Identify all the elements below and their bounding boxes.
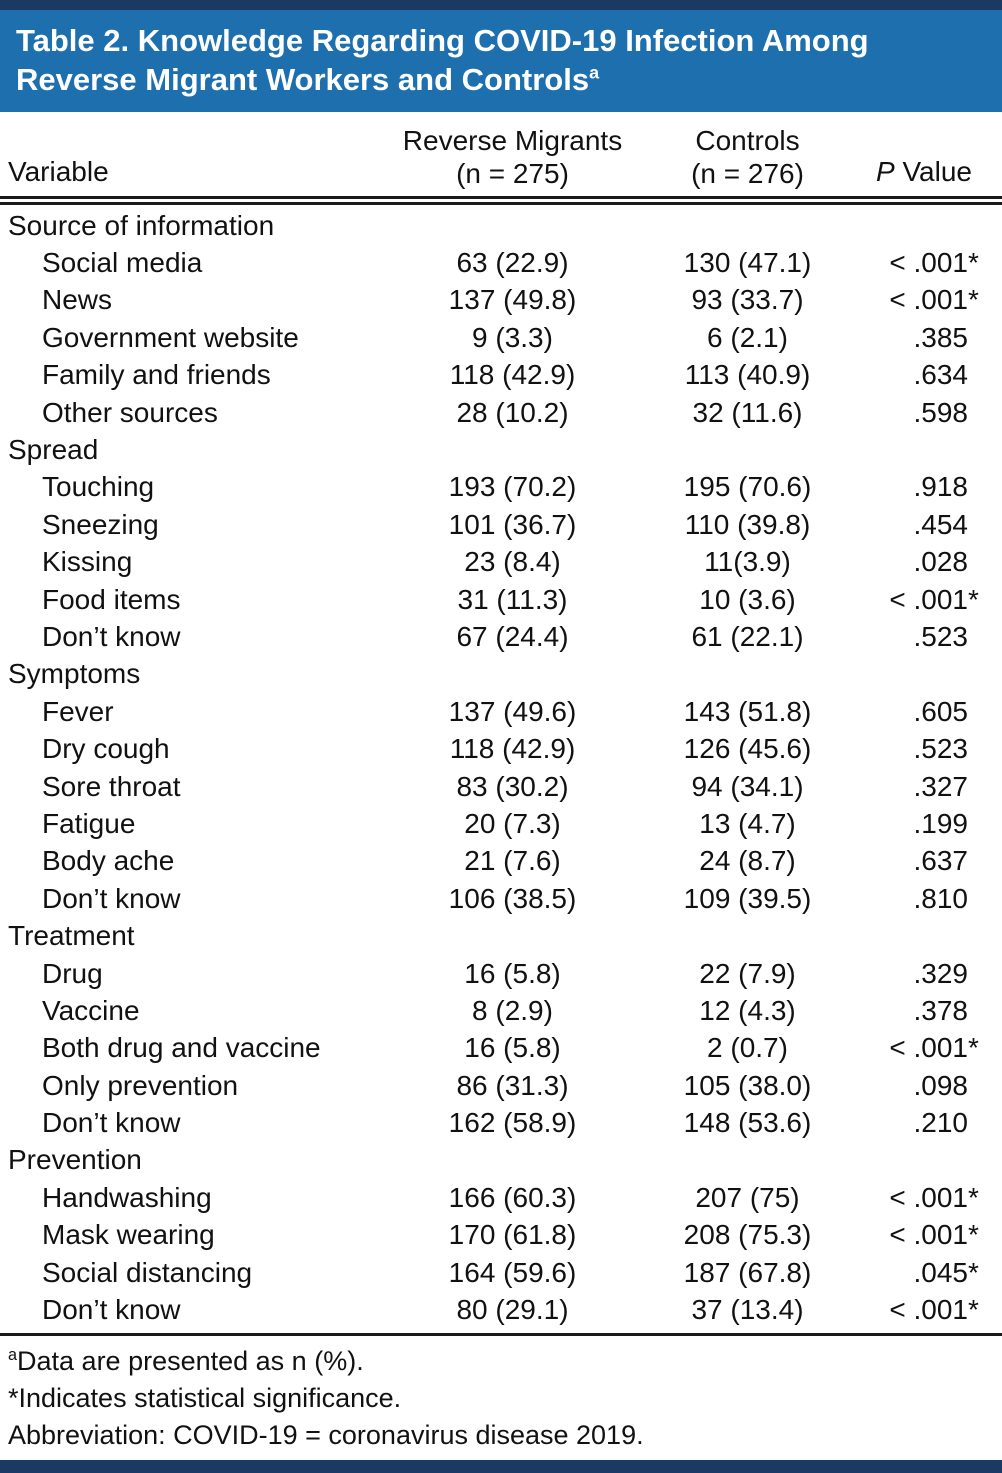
p-value-number: < .001: [889, 1181, 968, 1213]
p-value-italic-p: P: [875, 156, 895, 187]
reverse-migrants-value: 166 (60.3): [448, 1181, 577, 1213]
section-label: Symptoms: [8, 658, 141, 690]
p-value-cell: [865, 733, 1002, 765]
p-value-number: .045: [913, 1256, 968, 1288]
controls-value: 11(3.9): [704, 546, 791, 578]
variable-label: Fatigue: [42, 807, 136, 839]
reverse-migrants-value: 101 (36.7): [448, 508, 577, 540]
variable-label: Other sources: [42, 396, 218, 428]
section-row: [0, 207, 1002, 244]
reverse-migrants-value: 21 (7.6): [464, 845, 561, 877]
controls-value: 109 (39.5): [683, 882, 812, 914]
variable-label: Fever: [42, 695, 114, 727]
reverse-migrants-value: 137 (49.8): [448, 284, 577, 316]
table-row: [0, 244, 1002, 281]
reverse-migrants-value: 8 (2.9): [472, 994, 553, 1026]
variable-label: Handwashing: [42, 1181, 212, 1213]
reverse-migrants-value: 86 (31.3): [456, 1069, 569, 1101]
p-value-number: < .001: [889, 247, 968, 279]
variable-label: Drug: [42, 957, 103, 989]
p-value-number: .028: [913, 546, 968, 578]
table-row: [0, 394, 1002, 431]
controls-value: 126 (45.6): [683, 733, 812, 765]
significance-star: *: [968, 247, 979, 279]
variable-label: Kissing: [42, 546, 133, 578]
p-value-number: .210: [913, 1107, 968, 1139]
p-value-cell: [865, 845, 1002, 877]
reverse-migrants-value: 164 (59.6): [448, 1256, 577, 1288]
section-label: Spread: [8, 434, 99, 466]
footnotes: [0, 1336, 1002, 1460]
controls-value: 207 (75): [695, 1181, 800, 1213]
controls-value: 105 (38.0): [683, 1069, 812, 1101]
footnote-significance: [8, 1380, 994, 1417]
bottom-accent-bar: [0, 1460, 1002, 1473]
table-row: [0, 1254, 1002, 1291]
column-header-controls-line2: (n = 276): [691, 158, 804, 189]
variable-label: Food items: [42, 583, 181, 615]
variable-label: Body ache: [42, 845, 175, 877]
controls-value: 61 (22.1): [691, 620, 804, 652]
footnote-text: Data are presented as n (%).: [17, 1345, 364, 1376]
p-value-cell: [865, 1257, 1002, 1289]
table-row: [0, 1104, 1002, 1141]
p-value-number: < .001: [889, 583, 968, 615]
table-row: [0, 357, 1002, 394]
reverse-migrants-value: 9 (3.3): [472, 321, 553, 353]
p-value-cell: [865, 1107, 1002, 1139]
p-value-number: < .001: [889, 1294, 968, 1326]
p-value-cell: [865, 471, 1002, 503]
p-value-number: .454: [913, 508, 968, 540]
p-value-number: .637: [913, 845, 968, 877]
table-row: [0, 1179, 1002, 1216]
reverse-migrants-value: 63 (22.9): [456, 247, 569, 279]
p-value-number: .918: [913, 471, 968, 503]
column-header-reverse-migrants-line1: Reverse Migrants: [402, 125, 623, 156]
p-value-cell: [865, 509, 1002, 541]
controls-value: 130 (47.1): [683, 247, 812, 279]
controls-value: 12 (4.3): [699, 994, 796, 1026]
p-value-number: < .001: [889, 284, 968, 316]
variable-label: Touching: [42, 471, 155, 503]
section-row: [0, 431, 1002, 468]
controls-value: 208 (75.3): [683, 1219, 812, 1251]
section-label: Source of information: [8, 209, 275, 241]
section-label: Treatment: [8, 920, 135, 952]
controls-value: 195 (70.6): [683, 471, 812, 503]
column-header-controls-line1: Controls: [695, 125, 800, 156]
reverse-migrants-value: 170 (61.8): [448, 1219, 577, 1251]
table-title: [0, 10, 1002, 112]
column-header-reverse-migrants: [395, 124, 630, 190]
table-row: [0, 1291, 1002, 1328]
reverse-migrants-value: 67 (24.4): [456, 620, 569, 652]
variable-label: Mask wearing: [42, 1219, 215, 1251]
variable-label: Both drug and vaccine: [42, 1032, 321, 1064]
table-row: [0, 805, 1002, 842]
column-header-row: [0, 112, 1002, 190]
table-row: [0, 1030, 1002, 1067]
variable-label: Don’t know: [42, 620, 181, 652]
controls-value: 113 (40.9): [684, 359, 811, 391]
significance-star: *: [968, 1294, 979, 1326]
reverse-migrants-value: 31 (11.3): [457, 583, 568, 615]
controls-value: 187 (67.8): [683, 1256, 812, 1288]
column-header-reverse-migrants-line2: (n = 275): [456, 158, 569, 189]
controls-value: 6 (2.1): [707, 321, 788, 353]
p-value-number: .810: [913, 882, 968, 914]
variable-label: Only prevention: [42, 1069, 239, 1101]
reverse-migrants-value: 16 (5.8): [464, 1032, 561, 1064]
table-row: [0, 880, 1002, 917]
table-row: [0, 618, 1002, 655]
p-value-number: .378: [913, 994, 968, 1026]
p-value-number: .329: [913, 957, 968, 989]
p-value-cell: [865, 1070, 1002, 1102]
reverse-migrants-value: 20 (7.3): [464, 807, 561, 839]
variable-label: Don’t know: [42, 1107, 181, 1139]
significance-star: *: [968, 1256, 979, 1288]
variable-label: Vaccine: [42, 994, 140, 1026]
p-value-label-rest: Value: [894, 156, 972, 187]
p-value-cell: [865, 771, 1002, 803]
table-row: [0, 768, 1002, 805]
table-row: [0, 843, 1002, 880]
variable-label: News: [42, 284, 113, 316]
variable-label: Don’t know: [42, 882, 181, 914]
controls-value: 143 (51.8): [683, 695, 812, 727]
section-row: [0, 917, 1002, 954]
footnote-text: Abbreviation: COVID-19 = coronavirus disease 2019.: [8, 1419, 644, 1450]
table-row: [0, 955, 1002, 992]
significance-star: *: [968, 583, 979, 615]
p-value-cell: [865, 958, 1002, 990]
table-row: [0, 282, 1002, 319]
p-value-cell: [865, 1294, 1002, 1326]
controls-value: 2 (0.7): [707, 1032, 788, 1064]
section-label: Prevention: [8, 1144, 142, 1176]
variable-label: Social media: [42, 247, 203, 279]
p-value-number: .523: [913, 620, 968, 652]
reverse-migrants-value: 16 (5.8): [464, 957, 561, 989]
p-value-number: .098: [913, 1069, 968, 1101]
controls-value: 93 (33.7): [691, 284, 804, 316]
column-header-controls: [630, 124, 865, 190]
table-row: [0, 693, 1002, 730]
p-value-number: < .001: [889, 1219, 968, 1251]
p-value-cell: [865, 247, 1002, 279]
variable-label: Family and friends: [42, 359, 271, 391]
table-body: [0, 205, 1002, 1329]
p-value-number: .327: [913, 770, 968, 802]
column-header-variable: Variable: [8, 156, 109, 187]
reverse-migrants-value: 137 (49.6): [448, 695, 577, 727]
controls-value: 94 (34.1): [691, 770, 804, 802]
p-value-cell: [865, 546, 1002, 578]
reverse-migrants-value: 83 (30.2): [456, 770, 569, 802]
p-value-cell: [865, 1182, 1002, 1214]
reverse-migrants-value: 118 (42.9): [449, 733, 576, 765]
p-value-cell: [865, 359, 1002, 391]
p-value-cell: [865, 1032, 1002, 1064]
p-value-number: .605: [913, 695, 968, 727]
p-value-cell: [865, 1219, 1002, 1251]
variable-label: Sore throat: [42, 770, 181, 802]
footnote-abbreviation: [8, 1417, 994, 1454]
variable-label: Social distancing: [42, 1256, 253, 1288]
variable-label: Dry cough: [42, 733, 170, 765]
controls-value: 110 (39.8): [684, 508, 811, 540]
p-value-number: .598: [913, 396, 968, 428]
footnote-superscript-a: a: [8, 1345, 18, 1364]
p-value-cell: [865, 584, 1002, 616]
reverse-migrants-value: 106 (38.5): [448, 882, 577, 914]
significance-star: *: [968, 1032, 979, 1064]
controls-value: 13 (4.7): [699, 807, 796, 839]
p-value-number: .199: [913, 807, 968, 839]
p-value-number: .523: [913, 733, 968, 765]
table-row: [0, 1067, 1002, 1104]
p-value-cell: [865, 397, 1002, 429]
table-row: [0, 506, 1002, 543]
table-row: [0, 730, 1002, 767]
table-row: [0, 544, 1002, 581]
p-value-cell: [865, 808, 1002, 840]
reverse-migrants-value: 193 (70.2): [448, 471, 577, 503]
reverse-migrants-value: 28 (10.2): [456, 396, 569, 428]
column-header-p-value: [865, 155, 1002, 190]
significance-star: *: [968, 284, 979, 316]
controls-value: 22 (7.9): [699, 957, 796, 989]
p-value-number: .634: [913, 359, 968, 391]
reverse-migrants-value: 23 (8.4): [464, 546, 561, 578]
significance-star: *: [968, 1181, 979, 1213]
controls-value: 32 (11.6): [692, 396, 803, 428]
footnote-data-presentation: [8, 1343, 994, 1380]
significance-star: *: [968, 1219, 979, 1251]
p-value-cell: [865, 995, 1002, 1027]
variable-label: Government website: [42, 321, 299, 353]
controls-value: 148 (53.6): [683, 1107, 812, 1139]
reverse-migrants-value: 162 (58.9): [448, 1107, 577, 1139]
table-row: [0, 581, 1002, 618]
table-title-text: Table 2. Knowledge Regarding COVID-19 Infection Among Reverse Migrant Workers and Controls: [16, 23, 869, 97]
p-value-cell: [865, 696, 1002, 728]
p-value-cell: [865, 322, 1002, 354]
table-row: [0, 319, 1002, 356]
table-row: [0, 1217, 1002, 1254]
p-value-cell: [865, 883, 1002, 915]
controls-value: 10 (3.6): [699, 583, 796, 615]
p-value-number: .385: [913, 321, 968, 353]
reverse-migrants-value: 118 (42.9): [449, 359, 576, 391]
section-row: [0, 656, 1002, 693]
controls-value: 24 (8.7): [699, 845, 796, 877]
header-double-rule: [0, 196, 1002, 205]
controls-value: 37 (13.4): [691, 1294, 804, 1326]
top-accent-bar: [0, 0, 1002, 10]
variable-label: Don’t know: [42, 1294, 181, 1326]
p-value-cell: [865, 284, 1002, 316]
p-value-cell: [865, 621, 1002, 653]
table-title-superscript: a: [589, 62, 600, 83]
variable-label: Sneezing: [42, 508, 159, 540]
section-row: [0, 1142, 1002, 1179]
footnote-text: *Indicates statistical significance.: [8, 1382, 402, 1413]
table-row: [0, 992, 1002, 1029]
p-value-number: < .001: [889, 1032, 968, 1064]
reverse-migrants-value: 80 (29.1): [456, 1294, 569, 1326]
table-row: [0, 469, 1002, 506]
